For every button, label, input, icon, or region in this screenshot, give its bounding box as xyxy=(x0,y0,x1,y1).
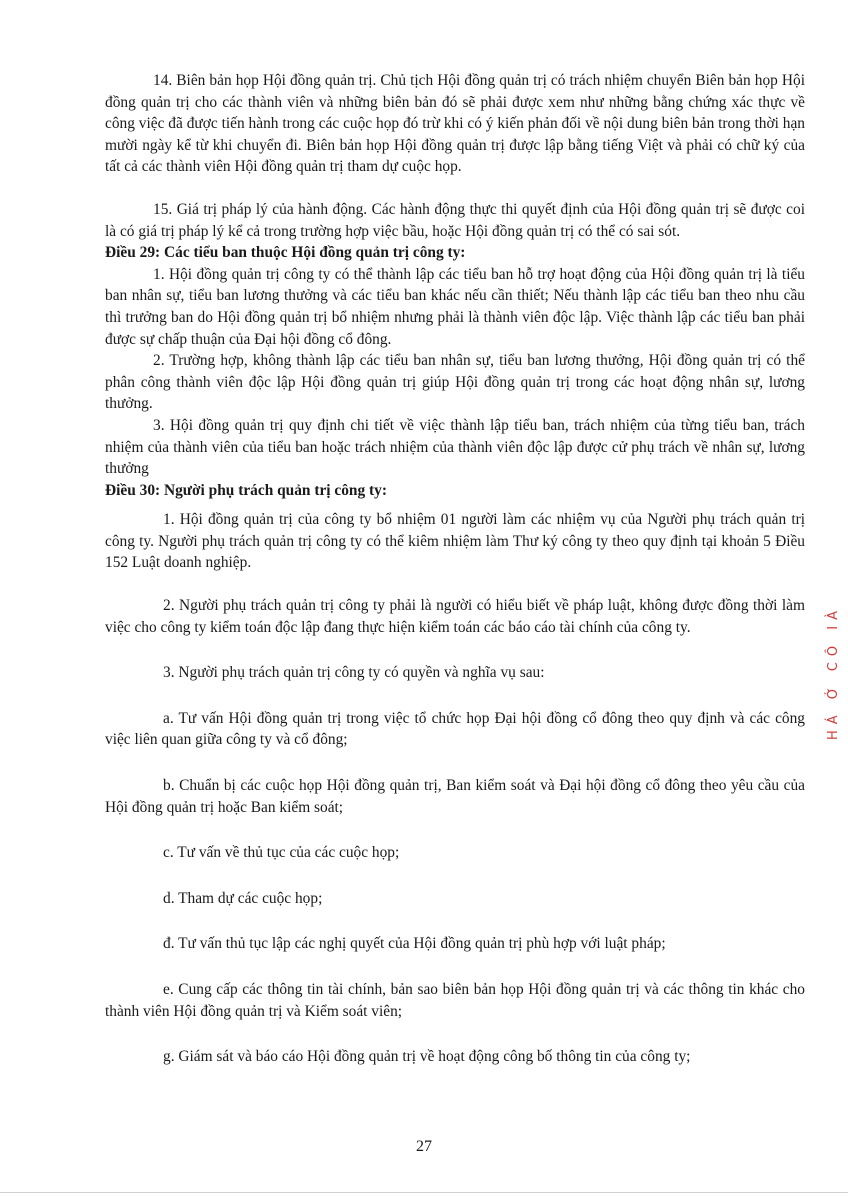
article-30-heading: Điều 30: Người phụ trách quản trị công ty: xyxy=(105,481,387,499)
article-30-item-b: b. Chuẩn bị các cuộc họp Hội đồng quản trị, Ban kiểm soát và Đại hội đồng cổ đông theo yêu cầu của Hội đồng quản trị hoặc Ban kiểm soát; xyxy=(105,777,805,816)
article-30-clause-1: 1. Hội đồng quản trị của công ty bổ nhiệm 01 người làm các nhiệm vụ của Người phụ trách quản trị công ty. Người phụ trách quản trị công ty có thể kiêm nhiệm làm Thư ký công ty theo quy định tại khoản 5 Điều 152 Luật doanh nghiệp. xyxy=(105,511,805,572)
article-29-heading xyxy=(105,242,805,264)
article-29-clause-3: 3. Hội đồng quản trị quy định chi tiết về việc thành lập tiểu ban, trách nhiệm của từng tiểu ban, trách nhiệm của thành viên của tiểu ban hoặc trách nhiệm của thành viên độc lập được cử phụ trách về nhân sự, lương thưởng xyxy=(105,416,805,478)
document-body xyxy=(105,70,805,1068)
paragraph-15: 15. Giá trị pháp lý của hành động. Các hành động thực thi quyết định của Hội đồng quản trị sẽ được coi là có giá trị pháp lý kể cả trong trường hợp việc bầu, hoặc Hội đồng quản trị có thể có sai sót. xyxy=(105,200,805,240)
article-30-item-e: e. Cung cấp các thông tin tài chính, bản sao biên bản họp Hội đồng quản trị và các thông tin khác cho thành viên Hội đồng quản trị và Kiểm soát viên; xyxy=(105,981,805,1020)
article-29-label: Điều 29 xyxy=(105,244,156,262)
page-number: 27 xyxy=(416,1138,432,1155)
article-30-clause-3: 3. Người phụ trách quản trị công ty có quyền và nghĩa vụ sau: xyxy=(163,664,545,682)
red-stamp-mark: HÁ Ở CÔ IÀ xyxy=(826,605,841,740)
article-29-clause-2: 2. Trường hợp, không thành lập các tiểu ban nhân sự, tiểu ban lương thưởng, Hội đồng quản trị có thể phân công thành viên độc lập Hội đồng quản trị giúp Hội đồng quản trị trong các hoạt động nhân sự, lương thưởng. xyxy=(105,352,805,413)
article-30-item-d: d. Tham dự các cuộc họp; xyxy=(163,889,323,907)
page-bottom-divider xyxy=(0,1192,848,1193)
article-30-item-g: g. Giám sát và báo cáo Hội đồng quản trị về hoạt động công bố thông tin của công ty; xyxy=(163,1048,691,1066)
article-30-item-dd: đ. Tư vấn thủ tục lập các nghị quyết của Hội đồng quản trị phù hợp với luật pháp; xyxy=(163,935,666,953)
paragraph-14: 14. Biên bản họp Hội đồng quản trị. Chủ tịch Hội đồng quản trị có trách nhiệm chuyển Biên bản họp Hội đồng quản trị cho các thành viên và những biên bản đó sẽ phải được xem như những bằng chứng xác thực về công việc đã được tiến hành trong các cuộc họp đó trừ khi có ý kiến phản đối về nội dung biên bản trong thời hạn mười ngày kể từ khi chuyển đi. Biên bản họp Hội đồng quản trị được lập bằng tiếng Việt và phải có chữ ký của tất cả các thành viên Hội đồng quản trị tham dự cuộc họp. xyxy=(105,72,805,176)
article-29-title: : Các tiểu ban thuộc Hội đồng quản trị công ty: xyxy=(155,244,466,262)
article-30-clause-2: 2. Người phụ trách quản trị công ty phải là người có hiểu biết về pháp luật, không được đồng thời làm việc cho công ty kiểm toán độc lập đang thực hiện kiểm toán các báo cáo tài chính của công ty. xyxy=(105,597,805,636)
article-30-item-c: c. Tư vấn về thủ tục của các cuộc họp; xyxy=(163,844,400,862)
article-30-item-a: a. Tư vấn Hội đồng quản trị trong việc tổ chức họp Đại hội đồng cổ đông theo quy định và các công việc liên quan giữa công ty và cổ đông; xyxy=(105,709,805,749)
article-29-clause-1: 1. Hội đồng quản trị công ty có thể thành lập các tiểu ban hỗ trợ hoạt động của Hội đồng quản trị là tiểu ban nhân sự, tiểu ban lương thưởng và các tiểu ban khác nếu cần thiết; Nếu thành lập các tiểu ban theo nhu cầu thì trưởng ban do Hội đồng quản trị bổ nhiệm nhưng phải là thành viên độc lập. Việc thành lập các tiểu ban phải được sự chấp thuận của Đại hội đồng cổ đông. xyxy=(105,265,805,348)
